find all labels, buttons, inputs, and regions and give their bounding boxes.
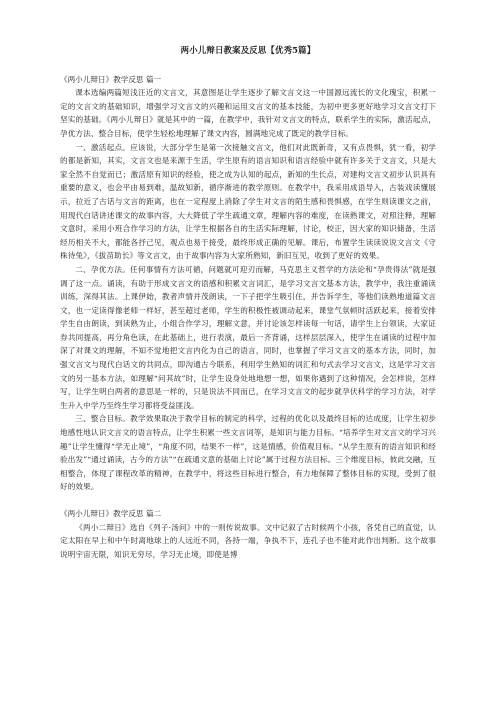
paragraph-method: 二、孕优方法。任何事情有方法可循，问题就可迎刃而解，马克思主义哲学的方法论和“孕贵得法”就是强调了这一点。诵读，有助于形成文言文的语感和积累文言词汇，是学习文言文基本方法，教学中，我注重诵读训练，深得其法。上课伊始，教者声情并茂朗读，一下子把学生吸引住，并告诉学生，等他们读熟地道篇文言文，也一定读得像老师一样好，甚至超过老师，学生的积极性被调动起来，课堂气氛顿时活跃起来，接着安排学生自由朗读，到读熟为止，小组合作学习，理解文意，并讨论该怎样读每一句话，请学生上台领读，大家证券共同提高，再分角色读，在此基础上，进行表演，最后一齐背诵，这样层层深入，使学生在诵读的过程中加深了对课文的理解，不知不觉地把文言内化为自己的语言，同时，也掌握了学习文言文的基本方法，同时，加强文言文与现代白话文的共同点，即沟通古今联系，利用学生熟知的词汇和句式去学习文言文，这是学习文言文的另一基本方法，如理解“问其故”时，让学生设身处地地想一想，如果你遇到了这种情况，会怎样说，怎样写，让学生明白两者的意思是一样的，只是说法不同而已，在学习文言文的起步就孕伏科学的学习方法，对学生升入中学乃至终生学习都将受益匪浅。 xyxy=(60,264,436,410)
section-heading: 《两小儿辩日》教学反思 篇二 xyxy=(60,509,162,518)
section-spacer xyxy=(60,494,436,507)
section-heading: 《两小儿辩日》教学反思 篇一 xyxy=(60,74,162,84)
section-two xyxy=(60,507,436,561)
paragraph-story-summary: 《两小二辩日》选自《列子·汤问》中的一则传说故事。文中记叙了古时候两个小孩，各凭自己的直觉，认定太阳在早上和中午时离地球上的人远近不同，各持一端，争执不下，连孔子也不能对此作出判断。这个故事说明宇宙无限，知识无穷尽，学习无止境，即使是博 xyxy=(60,522,436,559)
section-one xyxy=(60,73,436,494)
paragraph-activate-starting-point: 一、激活起点。应该说，大部分学生是第一次接触文言文，他们对此既新奇，又有点畏惧，犹一看，初学的都是新知，其实，文言文也是来源于生活，学生原有的语言知识和语言经验中就有许多关于文言文，只是大家全然不自觉而已；激活原有知识的经验，使之成为认知的起点，新知的生长点，对建构文言文初步认识具有重要的意义，也会平由易到难，温故知新，循序渐进的教学原则。在教学中，我采用成语导入，古装戏读懂展示，拉近了古话与文言的距离，也在一定程度上消除了学生对文言的陌生感和畏惧感，在学生则读课文之前，用现代白话讲述课文的故事内容，大大降低了学生疏通文章，理解内容的难度，在读熟课文，对照注释，理解文意时，采用小班合作学习的方法，让学生根据各自的生活实际理解，讨论，校正，因大家的知识储备，生活经历相关不大，都能各抒己见，观点也易于接受，最终形成正确的见解。课后，布置学生读读说说文言文《守株待兔》，《拔苗助长》等文言文，由于故事内容为大家所熟知，新旧互见，收到了更好的效果。 xyxy=(60,142,436,261)
document-title: 两小儿辩日教案及反思【优秀5篇】 xyxy=(180,45,316,55)
paragraph-integrate-goals: 三、整合目标。教学效果取决于教学目标的制定的科学，过程的优化以及最终目标的达成度，让学生初步地感性地认识文言文的语言特点，让学生积累一些文言词等，是知识与能力目标。“培养学生对文言文的学习兴趣”让学生懂得“学无止境”，“角度不同，结果不一样”，这是情感，价值观目标。“从学生原有的语言知识和经验出发”“通过诵读，古今的方法”“在疏通文意的基础上讨论”属于过程方法目标。三个维度目标，彼此交融，互相整合，体现了课程改革的精神，在教学中，将这些目标进行整合，有力地保障了整体目标的实现，受到了很好的效果。 xyxy=(60,414,436,492)
intro-paragraph: 课本选编两篇短浅汪近的文言文，其意图是让学生逐步了解文言文这一中国源远流长的文化瑰宝，积累一定的文言文的基础知识，增强学习文言文的兴趣和运用文言文的基本技能，为初中更多更好地学习文言文打下坚实的基础。《两小儿辩日》就是其中的一篇，在教学中，我针对文言文的特点，联系学生的实际，激活起点，孕优方法、整合目标，使学生轻松地理解了课文内容，圆满地完成了既定的教学目标。 xyxy=(60,88,436,138)
